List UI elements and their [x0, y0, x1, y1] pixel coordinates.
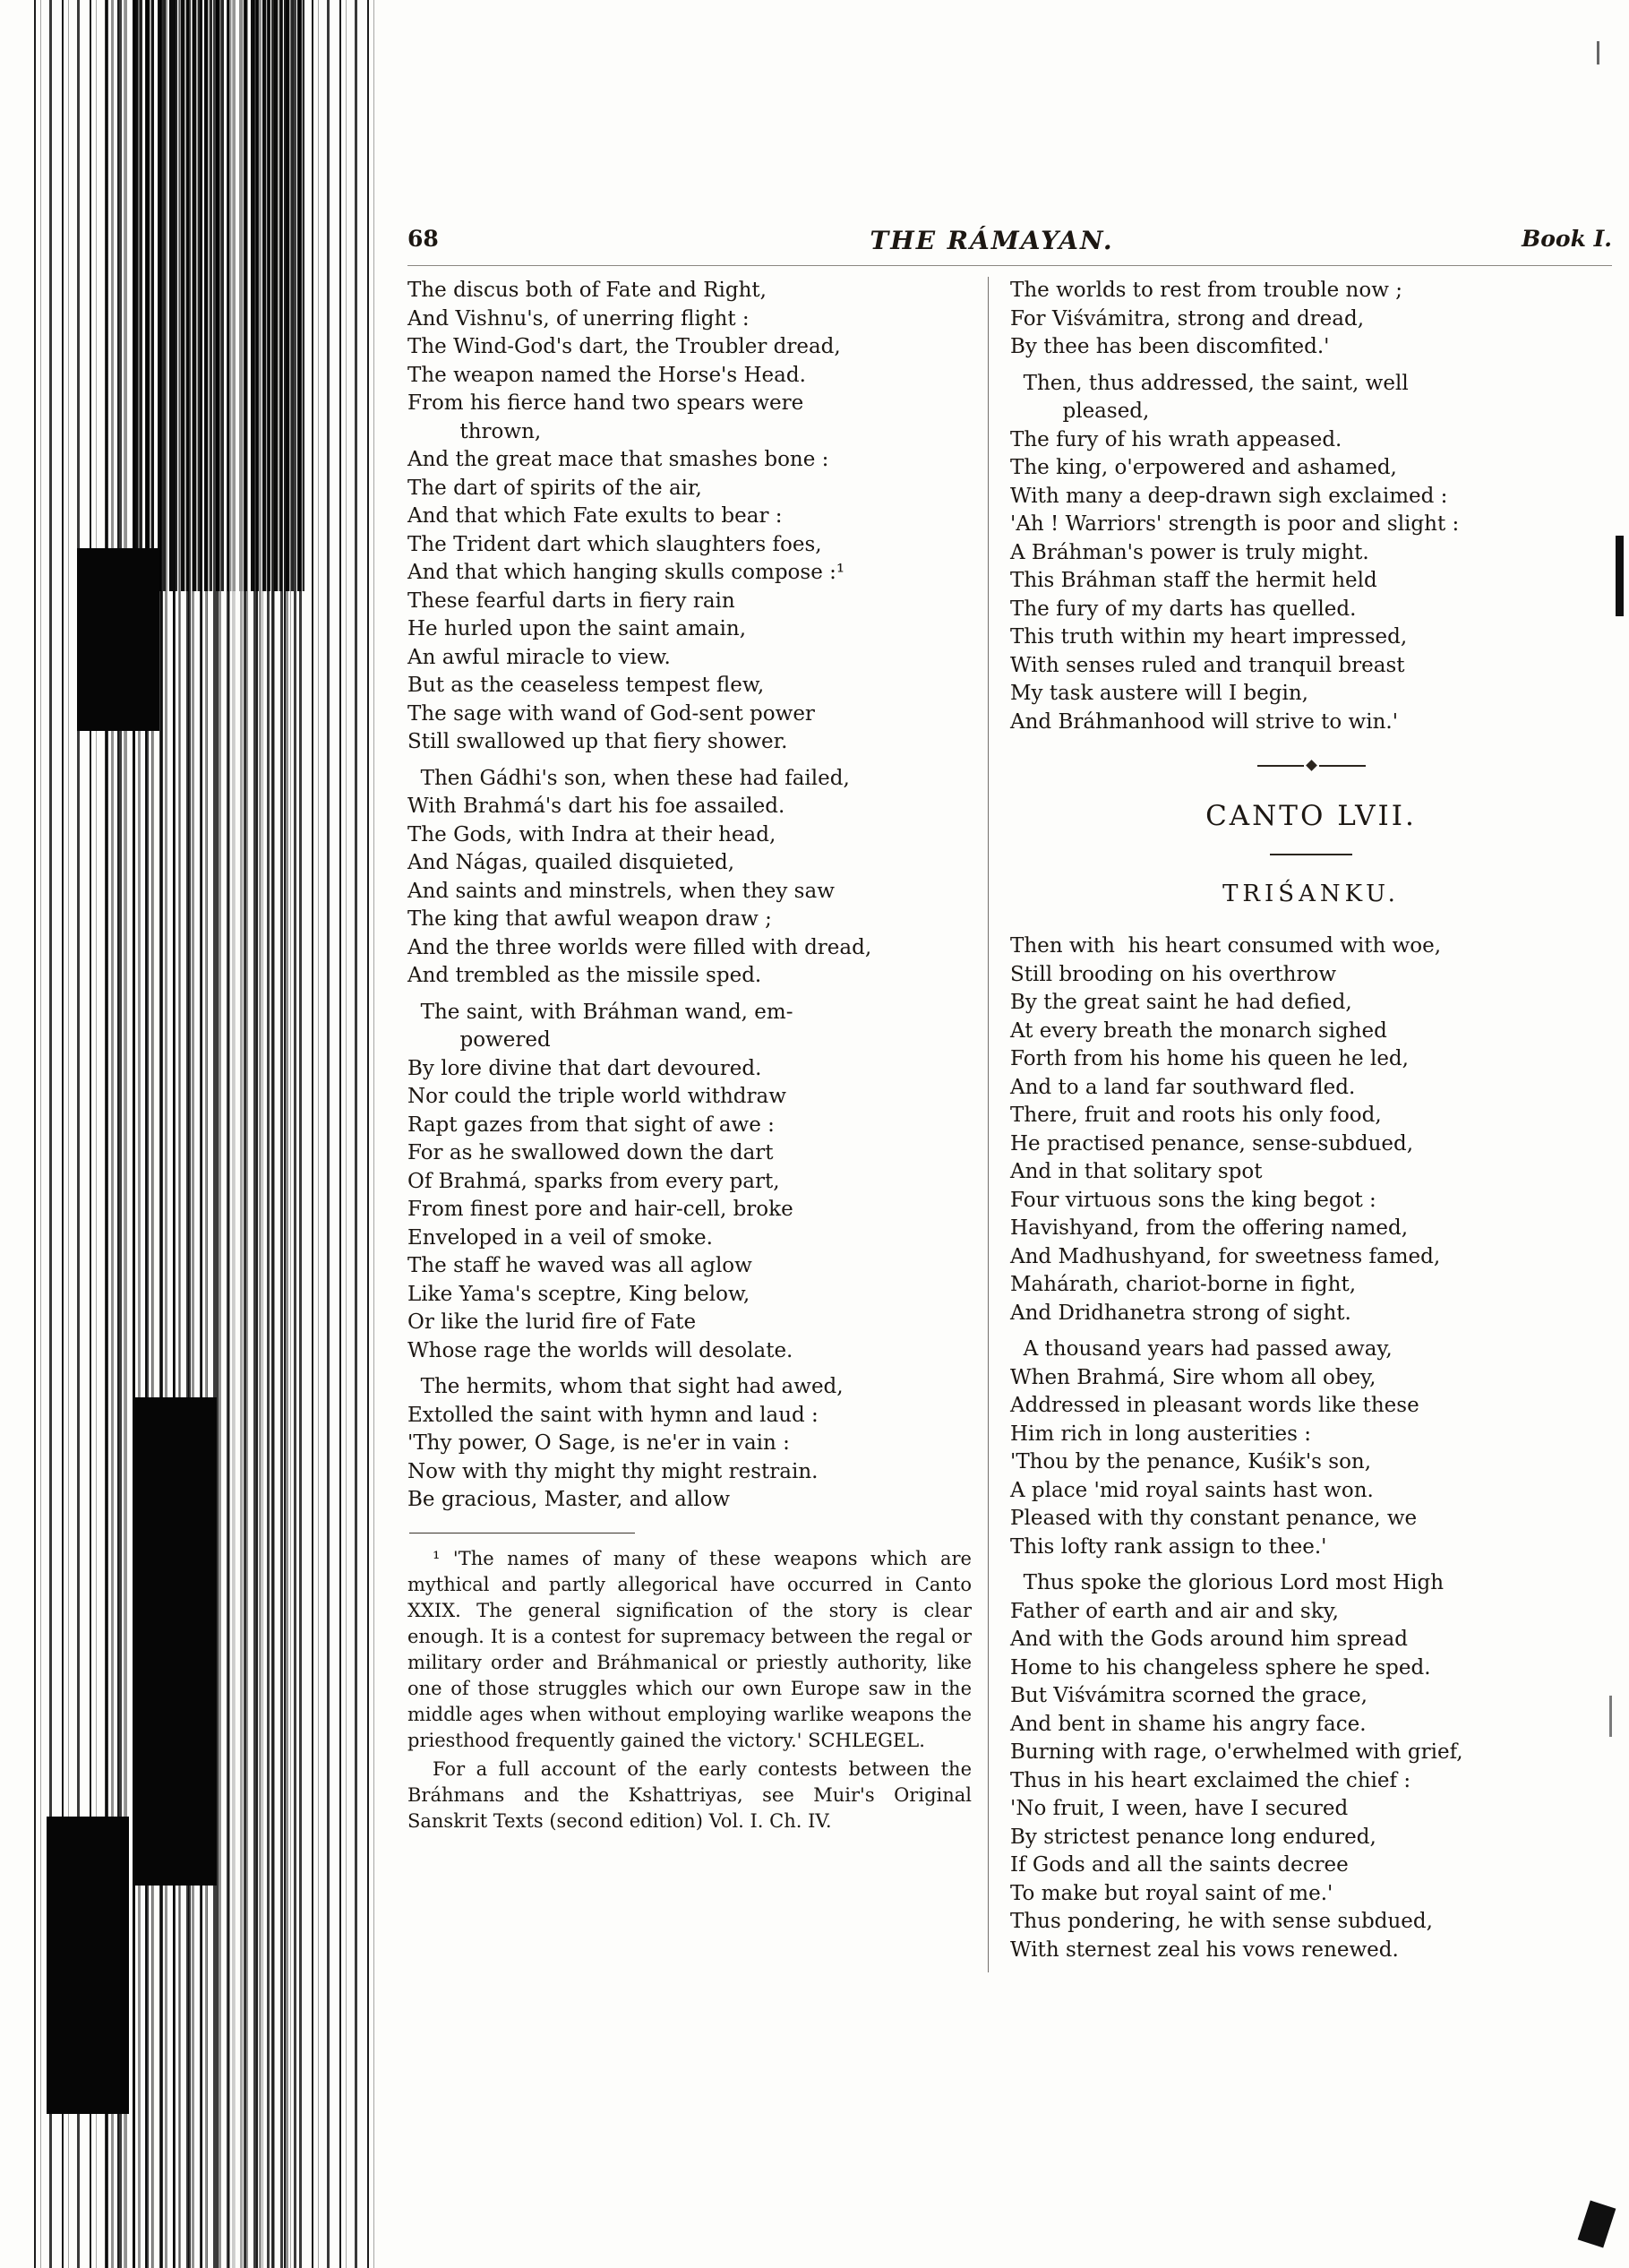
footnote-paragraph: For a full account of the early contests between the Bráhmans and the Kshattriyas, see Muir's Original Sanskrit Texts (second edition) Vol. I. Ch. IV. [407, 1757, 972, 1832]
verse-line: Father of earth and air and sky, [1010, 1599, 1339, 1623]
scan-ink-blob [77, 548, 159, 731]
verse-line: There, fruit and roots his only food, [1010, 1104, 1382, 1127]
verse-line: powered [407, 1028, 551, 1052]
verse-line: The dart of spirits of the air, [407, 476, 702, 500]
verse-line: A place 'mid royal saints hast won. [1010, 1478, 1374, 1502]
canto-title: CANTO LVII. [1205, 800, 1417, 832]
verse-line: Addressed in pleasant words like these [1010, 1394, 1419, 1417]
verse-line: If Gods and all the saints decree [1010, 1853, 1349, 1877]
page-number: 68 [407, 226, 439, 252]
verse-stanza [407, 999, 972, 1366]
page-title: THE RÁMAYAN. [870, 226, 1114, 255]
verse-group [1010, 277, 1612, 736]
scan-streaks [134, 0, 304, 591]
verse-line: By lore divine that dart devoured. [407, 1056, 762, 1080]
verse-line: By strictest penance long endured, [1010, 1825, 1376, 1849]
verse-line: Enveloped in a veil of smoke. [407, 1225, 713, 1250]
divider-bar [1257, 765, 1304, 767]
verse-line: And Madhushyand, for sweetness famed, [1010, 1244, 1441, 1268]
verse-line: Then with his heart consumed with woe, [1010, 934, 1442, 958]
verse-line: He practised penance, sense-subdued, [1010, 1131, 1414, 1155]
verse-line: The hermits, whom that sight had awed, [407, 1375, 844, 1398]
verse-line: 'No fruit, I ween, have I secured [1010, 1797, 1349, 1820]
verse-line: Thus spoke the glorious Lord most High [1010, 1571, 1445, 1594]
verse-line: 'Thy power, O Sage, is ne'er in vain : [407, 1431, 790, 1455]
verse-line: Him rich in long austerities : [1010, 1422, 1312, 1446]
footnote-paragraph: ¹ 'The names of many of these weapons which are mythical and partly allegorical have occurred in Canto XXIX. The general signification of the story is clear enough. It is a contest for supremacy between the regal or military order and Bráhmanical or priestly authority, like one of those struggles which our own Europe saw in the middle ages when without employing warlike weapons the priesthood frequently gained the victory.' SCHLEGEL. [407, 1547, 972, 1751]
verse-line: Home to his changeless sphere he sped. [1010, 1655, 1431, 1680]
scan-gap [229, 0, 244, 2268]
verse-line: Still swallowed up that fiery shower. [407, 730, 788, 753]
verse-line: But Viśvámitra scorned the grace, [1010, 1684, 1368, 1707]
verse-line: With many a deep-drawn sigh exclaimed : [1010, 484, 1448, 508]
verse-line: The Gods, with Indra at their head, [407, 822, 776, 846]
verse-line: pleased, [1010, 399, 1150, 423]
verse-line: Thus pondering, he with sense subdued, [1010, 1910, 1433, 1933]
verse-line: The king that awful weapon draw ; [407, 907, 772, 931]
verse-line: To make but royal saint of me.' [1010, 1881, 1333, 1905]
verse-line: The sage with wand of God-sent power [407, 701, 815, 726]
verse-line: At every breath the monarch sighed [1010, 1018, 1387, 1043]
canto-rule [1270, 854, 1352, 855]
scan-ink-blob [134, 1397, 217, 1886]
scan-ink-blob [47, 1817, 129, 2114]
verse-line: And trembled as the missile sped. [407, 964, 762, 987]
verse-line: When Brahmá, Sire whom all obey, [1010, 1365, 1376, 1389]
verse-line: Now with thy might thy might restrain. [407, 1459, 819, 1483]
scan-speck [1616, 536, 1624, 616]
verse-line: The fury of his wrath appeased. [1010, 427, 1342, 451]
verse-line: And saints and minstrels, when they saw [407, 879, 835, 903]
verse-line: Then Gádhi's son, when these had failed, [407, 766, 850, 790]
verse-line: Then, thus addressed, the saint, well [1010, 371, 1409, 395]
verse-line: The staff he waved was all aglow [407, 1254, 752, 1277]
verse-line: This truth within my heart impressed, [1010, 625, 1408, 649]
verse-line: Be gracious, Master, and allow [407, 1488, 731, 1511]
verse-line: 'Thou by the penance, Kuśik's son, [1010, 1450, 1372, 1473]
verse-stanza [1010, 932, 1612, 1327]
verse-stanza [407, 277, 972, 757]
verse-line: The Trident dart which slaughters foes, [407, 532, 822, 556]
verse-stanza [1010, 1569, 1612, 1964]
verse-line: And the three worlds were filled with dread, [407, 935, 872, 959]
verse-line: By the great saint he had defied, [1010, 991, 1352, 1014]
footnotes [407, 1546, 972, 1834]
verse-group [1010, 932, 1612, 1964]
verse-group [407, 277, 972, 1515]
verse-stanza [1010, 277, 1612, 362]
verse-line: 'Ah ! Warriors' strength is poor and slight : [1010, 512, 1460, 536]
verse-line: A Bráhman's power is truly might. [1010, 540, 1369, 564]
verse-line: And that which hanging skulls compose :¹ [407, 561, 845, 584]
text-columns [407, 277, 1612, 1972]
verse-line: Extolled the saint with hymn and laud : [407, 1403, 819, 1427]
verse-line: My task austere will I begin, [1010, 682, 1308, 705]
header-rule [407, 265, 1612, 266]
verse-line: With sternest zeal his vows renewed. [1010, 1937, 1399, 1962]
verse-line: These fearful darts in fiery rain [407, 588, 735, 613]
verse-stanza [1010, 1336, 1612, 1561]
verse-line: From finest pore and hair-cell, broke [407, 1198, 793, 1221]
verse-line: For Viśvámitra, strong and dread, [1010, 306, 1365, 331]
section-divider-ornament [1010, 761, 1612, 769]
scan-gutter-artifact [0, 0, 387, 2268]
verse-line: An awful miracle to view. [407, 645, 671, 669]
verse-line: For as he swallowed down the dart [407, 1141, 774, 1164]
verse-line: Pleased with thy constant penance, we [1010, 1507, 1418, 1530]
verse-line: And to a land far southward fled. [1010, 1075, 1356, 1099]
verse-line: A thousand years had passed away, [1010, 1337, 1393, 1361]
verse-line: Of Brahmá, sparks from every part, [407, 1169, 780, 1193]
divider-bar [1319, 765, 1366, 767]
divider-diamond [1306, 760, 1317, 771]
verse-line: He hurled upon the saint amain, [407, 617, 747, 640]
verse-line: Four virtuous sons the king begot : [1010, 1188, 1376, 1212]
verse-stanza [407, 765, 972, 991]
verse-line: From his fierce hand two spears were [407, 391, 804, 415]
right-column [989, 277, 1612, 1972]
verse-line: Rapt gazes from that sight of awe : [407, 1113, 775, 1137]
verse-line: And in that solitary spot [1010, 1160, 1263, 1183]
verse-line: By thee has been discomfited.' [1010, 335, 1330, 358]
verse-line: Forth from his home his queen he led, [1010, 1047, 1409, 1070]
verse-line: Mahárath, chariot-borne in fight, [1010, 1273, 1357, 1296]
book-label: Book I. [1522, 226, 1612, 252]
scan-speck [1597, 41, 1599, 64]
canto-subtitle: TRIŚANKU. [1222, 881, 1400, 907]
verse-line: Havishyand, from the offering named, [1010, 1216, 1409, 1240]
verse-line: With senses ruled and tranquil breast [1010, 653, 1405, 677]
verse-line: The discus both of Fate and Right, [407, 279, 767, 302]
verse-stanza [1010, 370, 1612, 737]
verse-line: But as the ceaseless tempest flew, [407, 674, 765, 697]
verse-line: And Dridhanetra strong of sight. [1010, 1301, 1351, 1325]
verse-line: And Vishnu's, of unerring flight : [407, 306, 750, 331]
verse-line: This lofty rank assign to thee.' [1010, 1534, 1327, 1559]
verse-line: And that which Fate exults to bear : [407, 504, 783, 528]
verse-line: The weapon named the Horse's Head. [407, 363, 806, 387]
verse-line: The fury of my darts has quelled. [1010, 597, 1357, 621]
page-content [407, 226, 1612, 1972]
verse-line: Still brooding on his overthrow [1010, 962, 1337, 986]
verse-line: With Brahmá's dart his foe assailed. [407, 795, 785, 818]
verse-line: thrown, [407, 419, 542, 443]
verse-line: And Nágas, quailed disquieted, [407, 851, 735, 874]
verse-line: Burning with rage, o'erwhelmed with grief, [1010, 1740, 1463, 1764]
verse-line: The Wind-God's dart, the Troubler dread, [407, 335, 841, 358]
verse-line: The saint, with Bráhman wand, em- [407, 1000, 793, 1024]
verse-line: Thus in his heart exclaimed the chief : [1010, 1768, 1411, 1792]
verse-line: Like Yama's sceptre, King below, [407, 1282, 750, 1306]
verse-line: And with the Gods around him spread [1010, 1628, 1408, 1651]
scan-speck [1578, 2200, 1616, 2247]
verse-line: And Bráhmanhood will strive to win.' [1010, 709, 1399, 734]
verse-line: Whose rage the worlds will desolate. [407, 1338, 793, 1362]
verse-line: And the great mace that smashes bone : [407, 448, 829, 471]
verse-line: The worlds to rest from trouble now ; [1010, 279, 1402, 302]
verse-line: Nor could the triple world withdraw [407, 1085, 786, 1108]
verse-line: Or like the lurid fire of Fate [407, 1310, 697, 1334]
verse-line: The king, o'erpowered and ashamed, [1010, 456, 1397, 479]
left-column [407, 277, 988, 1972]
page-header [407, 226, 1612, 262]
verse-line: This Bráhman staff the hermit held [1010, 569, 1377, 592]
verse-stanza [407, 1373, 972, 1515]
verse-line: And bent in shame his angry face. [1010, 1712, 1367, 1736]
